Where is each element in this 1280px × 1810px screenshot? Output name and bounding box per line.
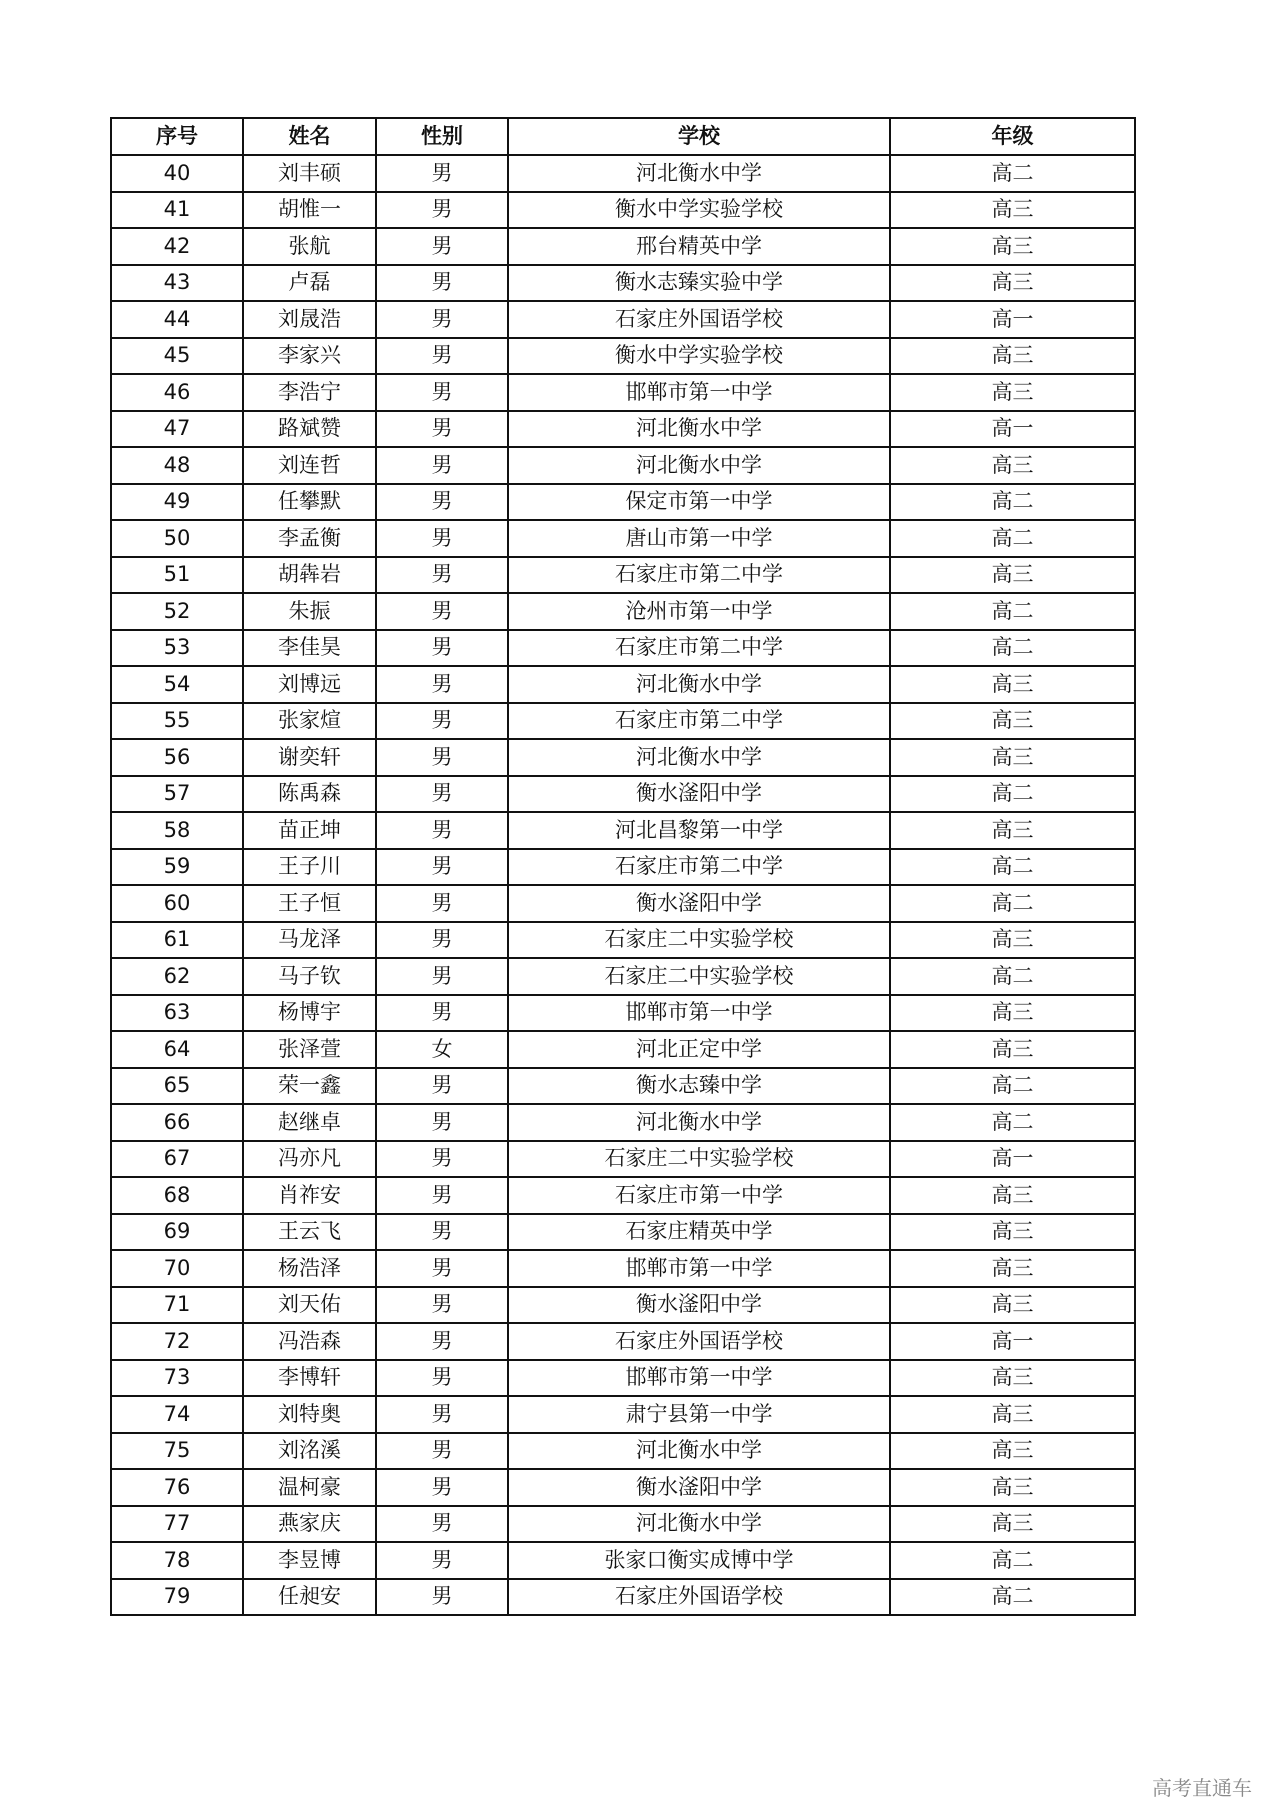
cell-name: 苗正坤 xyxy=(243,812,376,849)
cell-index: 41 xyxy=(111,192,243,229)
table-row xyxy=(111,885,1135,922)
cell-index: 46 xyxy=(111,374,243,411)
table-row xyxy=(111,703,1135,740)
cell-gender: 男 xyxy=(376,922,508,959)
cell-index: 51 xyxy=(111,557,243,594)
table-row xyxy=(111,374,1135,411)
cell-grade: 高一 xyxy=(890,1323,1135,1360)
cell-name: 刘博远 xyxy=(243,666,376,703)
cell-gender: 男 xyxy=(376,447,508,484)
cell-index: 52 xyxy=(111,593,243,630)
cell-school: 石家庄外国语学校 xyxy=(508,1579,890,1616)
cell-index: 55 xyxy=(111,703,243,740)
cell-gender: 男 xyxy=(376,1323,508,1360)
cell-grade: 高二 xyxy=(890,1068,1135,1105)
table-row xyxy=(111,301,1135,338)
table-row xyxy=(111,1031,1135,1068)
cell-school: 沧州市第一中学 xyxy=(508,593,890,630)
table-row xyxy=(111,411,1135,448)
cell-gender: 男 xyxy=(376,374,508,411)
cell-gender: 男 xyxy=(376,1104,508,1141)
cell-grade: 高三 xyxy=(890,1250,1135,1287)
cell-name: 王子川 xyxy=(243,849,376,886)
cell-school: 衡水志臻实验中学 xyxy=(508,265,890,302)
cell-school: 河北昌黎第一中学 xyxy=(508,812,890,849)
table-row xyxy=(111,593,1135,630)
table-row xyxy=(111,776,1135,813)
cell-gender: 男 xyxy=(376,1396,508,1433)
table-row xyxy=(111,1141,1135,1178)
table-row xyxy=(111,1177,1135,1214)
cell-name: 刘丰硕 xyxy=(243,155,376,192)
cell-index: 40 xyxy=(111,155,243,192)
cell-grade: 高二 xyxy=(890,593,1135,630)
cell-name: 李孟衡 xyxy=(243,520,376,557)
cell-school: 石家庄市第一中学 xyxy=(508,1177,890,1214)
table-row xyxy=(111,265,1135,302)
cell-grade: 高一 xyxy=(890,301,1135,338)
cell-school: 河北衡水中学 xyxy=(508,1104,890,1141)
cell-index: 53 xyxy=(111,630,243,667)
table-row xyxy=(111,812,1135,849)
cell-school: 邯郸市第一中学 xyxy=(508,995,890,1032)
table-row xyxy=(111,192,1135,229)
cell-name: 王云飞 xyxy=(243,1214,376,1251)
header-index: 序号 xyxy=(111,118,243,155)
cell-school: 河北衡水中学 xyxy=(508,447,890,484)
cell-gender: 男 xyxy=(376,265,508,302)
cell-name: 李博轩 xyxy=(243,1360,376,1397)
cell-school: 河北衡水中学 xyxy=(508,1506,890,1543)
cell-school: 石家庄市第二中学 xyxy=(508,703,890,740)
cell-grade: 高三 xyxy=(890,1469,1135,1506)
cell-name: 肖祚安 xyxy=(243,1177,376,1214)
cell-gender: 男 xyxy=(376,1214,508,1251)
cell-index: 71 xyxy=(111,1287,243,1324)
cell-index: 48 xyxy=(111,447,243,484)
cell-school: 河北衡水中学 xyxy=(508,411,890,448)
cell-school: 衡水滏阳中学 xyxy=(508,1469,890,1506)
cell-index: 58 xyxy=(111,812,243,849)
cell-index: 77 xyxy=(111,1506,243,1543)
cell-grade: 高三 xyxy=(890,265,1135,302)
cell-school: 邯郸市第一中学 xyxy=(508,1360,890,1397)
cell-gender: 男 xyxy=(376,1579,508,1616)
header-grade: 年级 xyxy=(890,118,1135,155)
table-row xyxy=(111,922,1135,959)
header-school: 学校 xyxy=(508,118,890,155)
cell-name: 刘晟浩 xyxy=(243,301,376,338)
cell-grade: 高三 xyxy=(890,338,1135,375)
cell-gender: 男 xyxy=(376,1287,508,1324)
cell-school: 衡水滏阳中学 xyxy=(508,885,890,922)
cell-grade: 高三 xyxy=(890,1396,1135,1433)
cell-grade: 高三 xyxy=(890,666,1135,703)
cell-index: 43 xyxy=(111,265,243,302)
cell-index: 79 xyxy=(111,1579,243,1616)
cell-name: 燕家庆 xyxy=(243,1506,376,1543)
cell-school: 唐山市第一中学 xyxy=(508,520,890,557)
table-row xyxy=(111,1579,1135,1616)
cell-index: 73 xyxy=(111,1360,243,1397)
cell-index: 78 xyxy=(111,1542,243,1579)
cell-name: 李佳昊 xyxy=(243,630,376,667)
cell-gender: 男 xyxy=(376,995,508,1032)
cell-school: 石家庄市第二中学 xyxy=(508,630,890,667)
cell-index: 69 xyxy=(111,1214,243,1251)
cell-name: 杨博宇 xyxy=(243,995,376,1032)
cell-grade: 高三 xyxy=(890,1433,1135,1470)
cell-school: 保定市第一中学 xyxy=(508,484,890,521)
cell-name: 张航 xyxy=(243,228,376,265)
cell-gender: 男 xyxy=(376,1250,508,1287)
cell-gender: 男 xyxy=(376,593,508,630)
table-row xyxy=(111,1250,1135,1287)
cell-name: 马子钦 xyxy=(243,958,376,995)
cell-gender: 男 xyxy=(376,703,508,740)
table-row xyxy=(111,1506,1135,1543)
student-list-table xyxy=(110,117,1136,1616)
cell-name: 朱振 xyxy=(243,593,376,630)
table-row xyxy=(111,1323,1135,1360)
cell-name: 赵继卓 xyxy=(243,1104,376,1141)
cell-grade: 高一 xyxy=(890,411,1135,448)
cell-index: 67 xyxy=(111,1141,243,1178)
cell-name: 胡犇岩 xyxy=(243,557,376,594)
cell-index: 49 xyxy=(111,484,243,521)
table-row xyxy=(111,1287,1135,1324)
cell-gender: 男 xyxy=(376,1469,508,1506)
cell-index: 64 xyxy=(111,1031,243,1068)
cell-grade: 高三 xyxy=(890,1177,1135,1214)
table-row xyxy=(111,155,1135,192)
table-row xyxy=(111,228,1135,265)
cell-grade: 高三 xyxy=(890,812,1135,849)
cell-gender: 男 xyxy=(376,885,508,922)
cell-gender: 男 xyxy=(376,557,508,594)
cell-gender: 男 xyxy=(376,520,508,557)
cell-index: 66 xyxy=(111,1104,243,1141)
cell-gender: 男 xyxy=(376,155,508,192)
cell-gender: 男 xyxy=(376,301,508,338)
cell-name: 马龙泽 xyxy=(243,922,376,959)
cell-name: 李家兴 xyxy=(243,338,376,375)
cell-index: 63 xyxy=(111,995,243,1032)
cell-grade: 高二 xyxy=(890,1104,1135,1141)
cell-grade: 高三 xyxy=(890,1031,1135,1068)
cell-school: 衡水滏阳中学 xyxy=(508,776,890,813)
cell-index: 56 xyxy=(111,739,243,776)
cell-grade: 高三 xyxy=(890,922,1135,959)
cell-school: 石家庄二中实验学校 xyxy=(508,958,890,995)
cell-school: 石家庄市第二中学 xyxy=(508,557,890,594)
cell-index: 74 xyxy=(111,1396,243,1433)
cell-index: 70 xyxy=(111,1250,243,1287)
cell-school: 邯郸市第一中学 xyxy=(508,1250,890,1287)
cell-gender: 男 xyxy=(376,630,508,667)
cell-school: 石家庄市第二中学 xyxy=(508,849,890,886)
cell-index: 47 xyxy=(111,411,243,448)
cell-gender: 男 xyxy=(376,812,508,849)
cell-grade: 高三 xyxy=(890,703,1135,740)
cell-grade: 高二 xyxy=(890,520,1135,557)
cell-gender: 男 xyxy=(376,1542,508,1579)
cell-name: 杨浩泽 xyxy=(243,1250,376,1287)
cell-school: 衡水滏阳中学 xyxy=(508,1287,890,1324)
cell-name: 胡惟一 xyxy=(243,192,376,229)
cell-school: 邯郸市第一中学 xyxy=(508,374,890,411)
cell-school: 石家庄二中实验学校 xyxy=(508,1141,890,1178)
cell-name: 冯浩森 xyxy=(243,1323,376,1360)
cell-school: 石家庄外国语学校 xyxy=(508,1323,890,1360)
cell-grade: 高二 xyxy=(890,155,1135,192)
cell-gender: 男 xyxy=(376,338,508,375)
table-row xyxy=(111,1396,1135,1433)
cell-gender: 男 xyxy=(376,739,508,776)
cell-grade: 高二 xyxy=(890,849,1135,886)
table-row xyxy=(111,849,1135,886)
cell-name: 陈禹森 xyxy=(243,776,376,813)
cell-grade: 高三 xyxy=(890,192,1135,229)
cell-name: 任攀默 xyxy=(243,484,376,521)
cell-school: 河北正定中学 xyxy=(508,1031,890,1068)
cell-gender: 男 xyxy=(376,1360,508,1397)
cell-index: 44 xyxy=(111,301,243,338)
cell-name: 刘连哲 xyxy=(243,447,376,484)
cell-name: 谢奕轩 xyxy=(243,739,376,776)
cell-grade: 高三 xyxy=(890,228,1135,265)
cell-name: 任昶安 xyxy=(243,1579,376,1616)
cell-gender: 男 xyxy=(376,1177,508,1214)
table-row xyxy=(111,1068,1135,1105)
cell-school: 邢台精英中学 xyxy=(508,228,890,265)
cell-index: 62 xyxy=(111,958,243,995)
cell-grade: 高三 xyxy=(890,1506,1135,1543)
cell-gender: 男 xyxy=(376,849,508,886)
cell-gender: 男 xyxy=(376,1506,508,1543)
table-row xyxy=(111,995,1135,1032)
cell-gender: 男 xyxy=(376,228,508,265)
table-row xyxy=(111,1469,1135,1506)
cell-name: 刘特奥 xyxy=(243,1396,376,1433)
cell-name: 温柯豪 xyxy=(243,1469,376,1506)
cell-grade: 高三 xyxy=(890,1360,1135,1397)
table-header-row xyxy=(111,118,1135,155)
cell-name: 张家煊 xyxy=(243,703,376,740)
cell-name: 刘天佑 xyxy=(243,1287,376,1324)
cell-name: 冯亦凡 xyxy=(243,1141,376,1178)
cell-school: 张家口衡实成博中学 xyxy=(508,1542,890,1579)
cell-name: 刘洺溪 xyxy=(243,1433,376,1470)
table-row xyxy=(111,1542,1135,1579)
cell-school: 衡水中学实验学校 xyxy=(508,192,890,229)
table-row xyxy=(111,1214,1135,1251)
cell-index: 57 xyxy=(111,776,243,813)
header-name: 姓名 xyxy=(243,118,376,155)
cell-grade: 高二 xyxy=(890,484,1135,521)
cell-grade: 高一 xyxy=(890,1141,1135,1178)
cell-school: 衡水中学实验学校 xyxy=(508,338,890,375)
cell-name: 王子恒 xyxy=(243,885,376,922)
cell-grade: 高三 xyxy=(890,1214,1135,1251)
cell-school: 河北衡水中学 xyxy=(508,155,890,192)
cell-grade: 高二 xyxy=(890,630,1135,667)
cell-name: 李浩宁 xyxy=(243,374,376,411)
table-row xyxy=(111,739,1135,776)
cell-index: 65 xyxy=(111,1068,243,1105)
cell-grade: 高三 xyxy=(890,447,1135,484)
cell-gender: 男 xyxy=(376,411,508,448)
cell-gender: 男 xyxy=(376,1141,508,1178)
cell-index: 50 xyxy=(111,520,243,557)
cell-index: 60 xyxy=(111,885,243,922)
cell-gender: 男 xyxy=(376,484,508,521)
table-row xyxy=(111,666,1135,703)
header-gender: 性别 xyxy=(376,118,508,155)
cell-name: 李昱博 xyxy=(243,1542,376,1579)
cell-index: 45 xyxy=(111,338,243,375)
table-row xyxy=(111,338,1135,375)
cell-gender: 男 xyxy=(376,958,508,995)
cell-index: 59 xyxy=(111,849,243,886)
table-row xyxy=(111,630,1135,667)
cell-grade: 高三 xyxy=(890,739,1135,776)
cell-school: 衡水志臻中学 xyxy=(508,1068,890,1105)
cell-index: 76 xyxy=(111,1469,243,1506)
table-row xyxy=(111,1104,1135,1141)
cell-school: 肃宁县第一中学 xyxy=(508,1396,890,1433)
cell-school: 石家庄外国语学校 xyxy=(508,301,890,338)
table-row xyxy=(111,484,1135,521)
cell-index: 61 xyxy=(111,922,243,959)
cell-name: 张泽萱 xyxy=(243,1031,376,1068)
cell-school: 河北衡水中学 xyxy=(508,1433,890,1470)
cell-index: 42 xyxy=(111,228,243,265)
cell-grade: 高二 xyxy=(890,1542,1135,1579)
cell-grade: 高三 xyxy=(890,1287,1135,1324)
cell-index: 75 xyxy=(111,1433,243,1470)
cell-gender: 女 xyxy=(376,1031,508,1068)
cell-gender: 男 xyxy=(376,666,508,703)
table-row xyxy=(111,1360,1135,1397)
table-row xyxy=(111,1433,1135,1470)
cell-school: 河北衡水中学 xyxy=(508,739,890,776)
cell-index: 68 xyxy=(111,1177,243,1214)
cell-name: 荣一鑫 xyxy=(243,1068,376,1105)
cell-name: 卢磊 xyxy=(243,265,376,302)
table-row xyxy=(111,447,1135,484)
cell-index: 72 xyxy=(111,1323,243,1360)
table-row xyxy=(111,958,1135,995)
cell-gender: 男 xyxy=(376,1433,508,1470)
cell-school: 石家庄二中实验学校 xyxy=(508,922,890,959)
cell-grade: 高二 xyxy=(890,1579,1135,1616)
cell-grade: 高二 xyxy=(890,885,1135,922)
table-row xyxy=(111,520,1135,557)
cell-school: 河北衡水中学 xyxy=(508,666,890,703)
cell-name: 路斌赞 xyxy=(243,411,376,448)
cell-grade: 高二 xyxy=(890,958,1135,995)
cell-grade: 高二 xyxy=(890,776,1135,813)
cell-school: 石家庄精英中学 xyxy=(508,1214,890,1251)
cell-index: 54 xyxy=(111,666,243,703)
watermark: 高考直通车 xyxy=(1152,1776,1252,1800)
cell-gender: 男 xyxy=(376,776,508,813)
cell-grade: 高三 xyxy=(890,374,1135,411)
cell-gender: 男 xyxy=(376,1068,508,1105)
cell-gender: 男 xyxy=(376,192,508,229)
table-row xyxy=(111,557,1135,594)
cell-grade: 高三 xyxy=(890,995,1135,1032)
cell-grade: 高三 xyxy=(890,557,1135,594)
